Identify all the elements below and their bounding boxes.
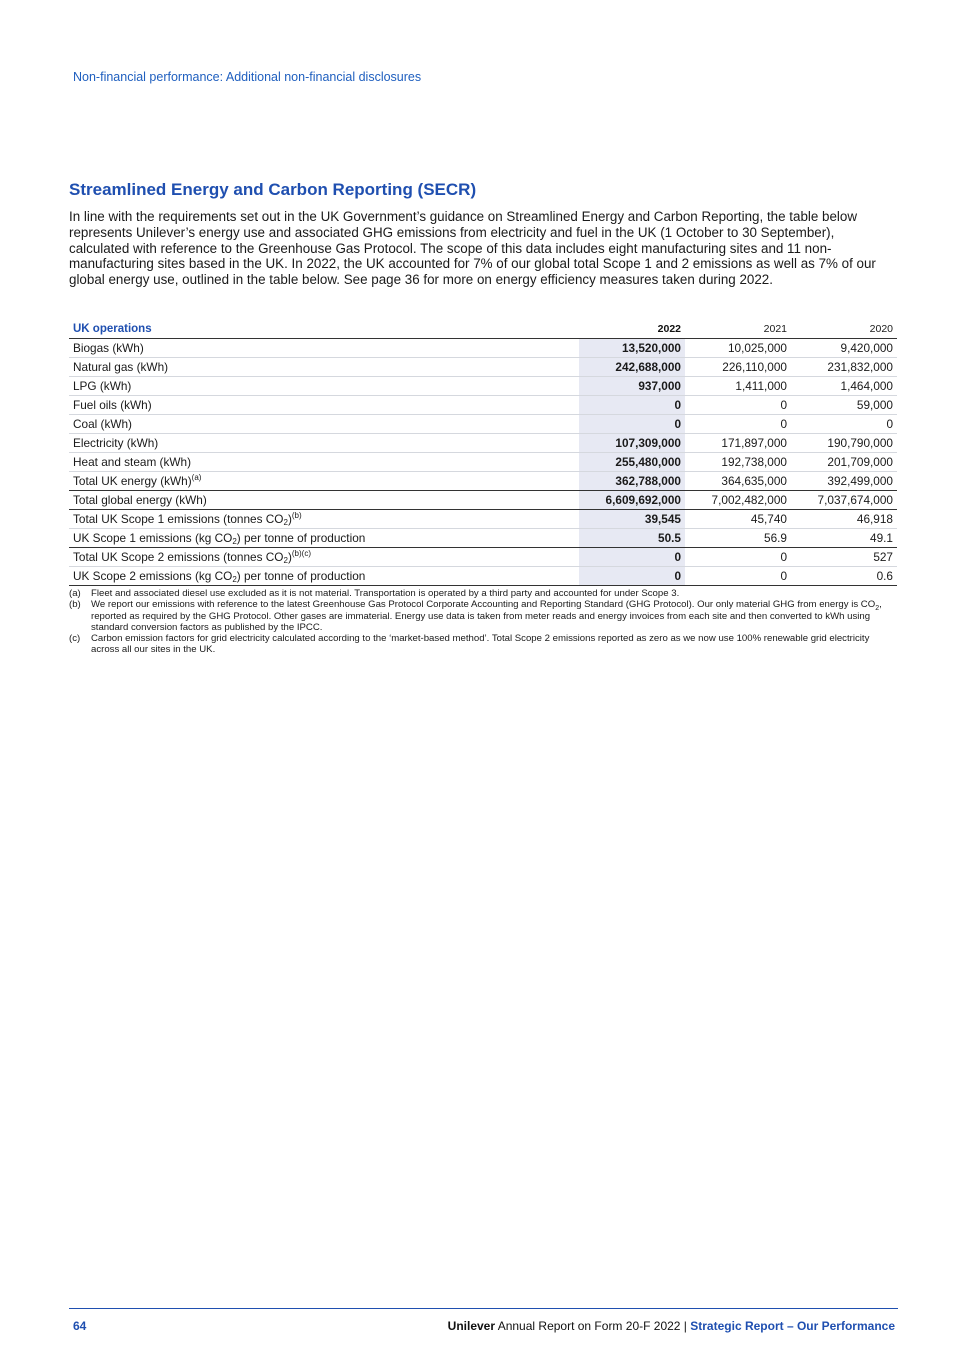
row-label-text: UK Scope 1 emissions (kg CO [73,530,233,545]
cell-2020: 1,464,000 [840,378,893,393]
row-label-text: Fuel oils (kWh) [73,397,152,412]
footnote-text: Fleet and associated diesel use excluded as it is not material. Transportation is operated by a third party and accounted for under Scope 3. [91,588,680,599]
cell-2021: 0 [780,549,787,564]
cell-2021: 192,738,000 [721,454,787,469]
table-row [69,510,897,529]
cell-2022: 0 [579,567,685,586]
footer-section-link[interactable]: Strategic Report – Our Performance [690,1319,895,1333]
cell-2020: 49.1 [870,530,893,545]
cell-2021: 0 [780,416,787,431]
cell-2022: 6,609,692,000 [579,491,685,510]
row-label [69,339,579,358]
cell-2022: 242,688,000 [579,358,685,377]
row-label-text: Electricity (kWh) [73,435,159,450]
footnote-a [69,588,899,599]
table-row [69,339,897,358]
cell-2021: 0 [780,397,787,412]
row-label-text: Total UK energy (kWh) [73,473,192,488]
cell-2020: 231,832,000 [827,359,893,374]
cell-2020: 9,420,000 [840,340,893,355]
footnote-b [69,599,899,633]
footnote-c [69,633,899,656]
table-row [69,377,897,396]
cell-2022: 107,309,000 [579,434,685,453]
row-label [69,472,579,491]
cell-2020: 59,000 [856,397,893,412]
table-row [69,434,897,453]
cell-2020: 190,790,000 [827,435,893,450]
row-label-text: Total global energy (kWh) [73,492,207,507]
footnote-ref: (b) [291,510,302,520]
footnote-ref: (b)(c) [291,548,311,558]
footnote-mark: (c) [69,633,81,645]
row-label [69,434,579,453]
cell-2020: 392,499,000 [827,473,893,488]
footnotes [69,588,899,656]
cell-2022: 13,520,000 [579,339,685,358]
cell-2022: 362,788,000 [579,472,685,491]
cell-2021: 226,110,000 [722,359,787,374]
footnote-mark: (a) [69,588,81,599]
cell-2021: 10,025,000 [727,340,787,355]
cell-2021: 56.9 [764,530,787,545]
row-label [69,396,579,415]
running-head: Non-financial performance: Additional non-financial disclosures [73,70,422,84]
row-label [69,510,579,529]
row-label-text: Biogas (kWh) [73,340,144,355]
footnote-text-part: We report our emissions with reference to the latest Greenhouse Gas Protocol Corporate Accounting and Reporting Standard (GHG Protocol). Our only material GHG from energy is CO [91,599,876,611]
row-label-text: UK Scope 2 emissions (kg CO [73,568,233,583]
cell-2021: 171,897,000 [721,435,787,450]
row-label [69,548,579,567]
section-title: Streamlined Energy and Carbon Reporting (SECR) [69,180,477,199]
table-row [69,358,897,377]
table-row [69,415,897,434]
table-header-row [69,321,897,339]
footnote-text: Carbon emission factors for grid electricity calculated according to the ‘market-based method’. Total Scope 2 emissions reported as zero as we now use 100% renewable grid electricity across all our sites in the UK. [91,633,870,656]
row-label-text: ) [287,511,292,526]
column-header-2020: 2020 [869,323,893,335]
cell-2021: 364,635,000 [721,473,787,488]
cell-2022: 0 [579,415,685,434]
table-row [69,548,897,567]
cell-2021: 0 [780,568,787,583]
footnote-text [91,599,899,633]
column-header-2022: 2022 [657,323,681,335]
table-row [69,453,897,472]
cell-2022: 50.5 [579,529,685,548]
co2-subscript: 2 [283,555,288,565]
row-label-text: ) [287,549,292,564]
footer-divider [69,1308,898,1309]
cell-2021: 1,411,000 [735,378,787,393]
row-label-text: ) per tonne of production [236,530,366,545]
cell-2020: 201,709,000 [827,454,893,469]
footer-report-title [448,1319,895,1333]
column-header-2021: 2021 [763,323,787,335]
row-label [69,567,579,586]
co2-subscript: 2 [232,536,237,546]
cell-2022: 0 [579,548,685,567]
cell-2020: 527 [873,549,893,564]
row-label-text: Coal (kWh) [73,416,132,431]
footnote-text-part: , reported as required by the GHG Protocol. Other gases are immaterial. Energy use data is taken from meter reads and energy invoices from each site and then converted to kWh using standard conversion factors as published by the IPCC. [91,599,882,633]
co2-subscript: 2 [232,574,237,584]
cell-2020: 46,918 [856,511,893,526]
table-row [69,567,897,586]
footer-brand: Unilever [447,1319,496,1333]
table-row [69,529,897,548]
footnote-ref: (a) [191,472,202,482]
row-label-text: LPG (kWh) [73,378,132,393]
cell-2020: 7,037,674,000 [817,492,893,507]
row-label [69,415,579,434]
cell-2022: 39,545 [579,510,685,529]
row-label [69,453,579,472]
footer-report: Annual Report on Form 20-F 2022 | [495,1319,691,1333]
cell-2022: 255,480,000 [579,453,685,472]
cell-2020: 0.6 [876,568,893,583]
cell-2022: 0 [579,396,685,415]
row-label-text: ) per tonne of production [236,568,366,583]
cell-2020: 0 [886,416,893,431]
intro-paragraph: In line with the requirements set out in the UK Government’s guidance on Streamlined Energy and Carbon Reporting, the table below represents Unilever’s energy use and associated GHG emissions from electricity and fuel in the UK (1 October to 30 September), calculated with reference to the Greenhouse Gas Protocol. The scope of this data includes eight manufacturing sites and 11 non-manufacturing sites based in the UK. In 2022, the UK accounted for 7% of our global total Scope 1 and 2 emissions as well as 7% of our global energy use, outlined in the table below. See page 36 for more on energy efficiency measures taken during 2022. [69,209,876,288]
row-label [69,491,579,510]
cell-2022: 937,000 [579,377,685,396]
page-number: 64 [73,1319,87,1333]
co2-subscript: 2 [875,605,880,613]
column-header-uk-operations: UK operations [73,323,152,335]
cell-2021: 7,002,482,000 [711,492,787,507]
table-row [69,396,897,415]
row-label-text: Heat and steam (kWh) [73,454,192,469]
uk-operations-table [69,321,897,586]
row-label [69,358,579,377]
table-row-total-global-energy [69,491,897,510]
table-row-total-uk-energy [69,472,897,491]
row-label [69,377,579,396]
row-label-text: Total UK Scope 1 emissions (tonnes CO [73,511,284,526]
co2-subscript: 2 [283,517,288,527]
footnote-mark: (b) [69,599,81,611]
row-label [69,529,579,548]
row-label-text: Natural gas (kWh) [73,359,169,374]
row-label-text: Total UK Scope 2 emissions (tonnes CO [73,549,284,564]
cell-2021: 45,740 [750,511,787,526]
